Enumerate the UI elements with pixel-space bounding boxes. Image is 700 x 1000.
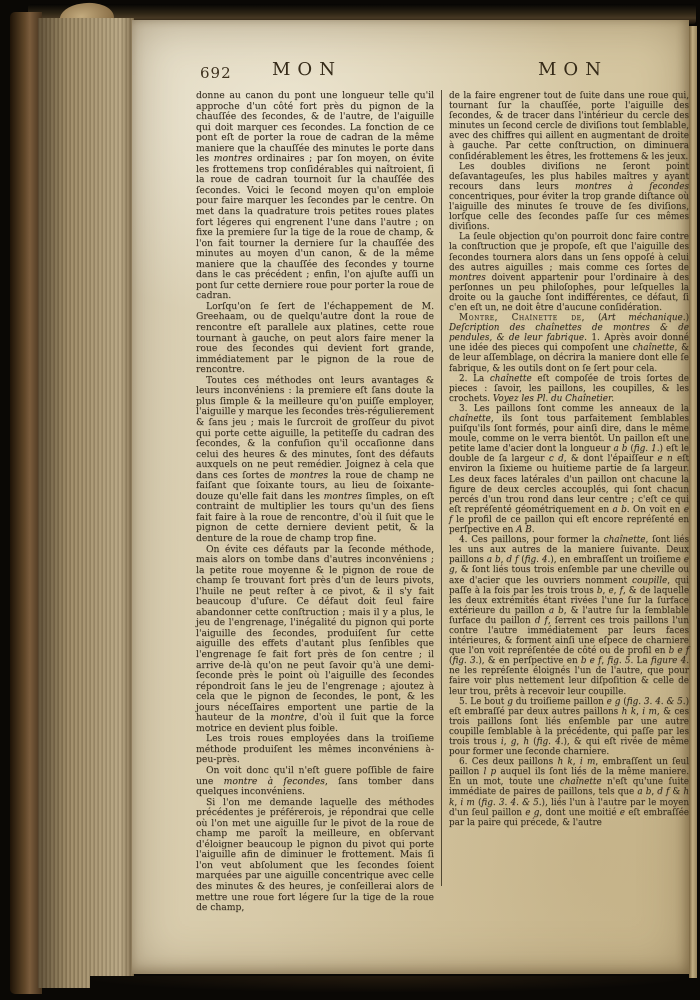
paragraph: On voit donc qu'il n'eſt guere poſſible de faire une montre à ſecondes, ſans tomber dans quelques inconvéniens. — [196, 765, 434, 798]
paragraph: 4. Ces paillons, pour former la chaînette, ſont liés les uns aux autres de la maniere ſuivante. Deux paillons a b, d f (fig. 4.), en embraſſent un troiſieme e g, & ſont liés tous trois enſemble par une cheville ou axe d'acier que les ouvriers nomment coupille, qui paſſe à la fois par les trois trous b, e, f, & de laquelle les deux extrémités étant rivées l'une ſur la ſurface extérieure du paillon a b, & l'autre ſur la ſemblable ſurface du paillon d f, ſerrent ces trois paillons l'un contre l'autre immédiatement par leurs faces intérieures, & forment ainſi une eſpece de charniere que l'on voit repréſentée de côté ou de profil en b e f (fig. 3.), & en perſpective en b e f, fig. 5. La figure 4. ne les repréſente éloignés l'un de l'autre, que pour faire voir plus nettement leur diſpoſition & celle de leur trou, prêts à recevoir leur coupille. — [449, 535, 690, 697]
book-cover-bottom-edge — [90, 976, 680, 992]
running-head-right: MON — [538, 59, 608, 80]
paragraph: 3. Les paillons ſont comme les anneaux de la chaînette, ils ſont tous parfaitement ſemblables puiſqu'ils ſont formés, pour ainſi dire, dans le même moule, comme on le verra bientôt. Un paillon eſt une petite lame d'acier dont la longueur a b (fig. 1.) eſt le double de ſa largeur c d, & dont l'épaiſſeur e n eſt environ la ſixieme ou huitieme partie de ſa largeur. Les deux faces latérales d'un paillon ont chacune la figure de deux cercles accouplés, qui ſont chacun percés d'un trou rond dans leur centre ; c'eſt ce qui eſt repréſenté géométriquement en a b. On voit en e f le profil de ce paillon qui eſt encore repréſenté en perſpective en A B. — [449, 403, 690, 536]
column-left-text — [196, 91, 434, 914]
page-block-edges — [38, 18, 134, 988]
paragraph: Les trois roues employées dans la troiſieme méthode produiſent les mêmes inconvéniens à-peu-près. — [196, 733, 434, 766]
paragraph: Lorſqu'on ſe ſert de l'échappement de M. Greehaam, ou de quelqu'autre dont la roue de rencontre eſt parallele aux platines, cette roue tournant à gauche, on peut alors faire mener la roue des ſecondes qui devient fort grande, immédiatement par le pignon de la roue de rencontre. — [196, 300, 434, 376]
paragraph: donne au canon du pont une longueur telle qu'il approche d'un côté fort près du pignon de la chauſſée des ſecondes, & de l'autre, de l'aiguille qui doit marquer ces ſecondes. La fonction de ce pont eſt de porter la roue de cadran de la même maniere que la chauſſée des minutes le porte dans les montres ordinaires ; par ſon moyen, on évite les frottemens trop conſidérables qui naîtroient, ſi la roue de cadran tournoit ſur la chauſſée des ſecondes. Voici le ſecond moyen qu'on emploie pour faire marquer les ſecondes par le centre. On met dans la quadrature trois petites roues plates fort légeres qui engrenent l'une dans l'autre ; on fixe la premiere ſur la tige de la roue de champ, & l'on fait tourner la derniere ſur la chauſſée des minutes au moyen d'un canon, & de la même maniere que la chauſſée des ſecondes y tourne dans le cas précédent ; enfin, l'on ajuſte auſſi un pont ſur cette derniere roue pour porter la roue de cadran. — [196, 90, 434, 302]
paragraph: 6. Ces deux paillons h k, i m, embraſſent un ſeul paillon l p auquel ils ſont liés de la même maniere. En un mot, toute une chaînette n'eſt qu'une ſuite immédiate de paires de paillons, tels que a b, d f & h k, i m (fig. 3. 4. & 5.), liés l'un à l'autre par le moyen d'un ſeul paillon e g, dont une moitié e eſt embraſſée par la paire qui précede, & l'autre — [449, 757, 690, 828]
paragraph: Montre, Chaînette de, (Art méchanique.) Deſcription des chaînettes de montres & de pendules, & de leur fabrique. 1. Après avoir donné une idée des pieces qui compoſent une chaînette, & de leur aſſemblage, on décrira la maniere dont elle ſe fabrique, & les outils dont on ſe ſert pour cela. — [449, 313, 690, 374]
underlying-page-edge — [689, 26, 697, 978]
column-divider — [441, 90, 442, 886]
paragraph: On évite ces défauts par la ſeconde méthode, mais alors on tombe dans d'autres inconvéniens ; la petite roue moyenne & le pignon de roue de champ ſe trouvant fort près d'un de leurs pivots, l'huile ne peut reſter à ce pivot, & il s'y fait beaucoup d'uſure. Ce défaut doit ſeul faire abandonner cette conſtruction ; mais il y a plus, le jeu de l'engrenage, l'inégalité du pignon qui porte l'aiguille des ſecondes, produiſent ſur cette aiguille des effets d'autant plus ſenſibles que l'engrenage ſe fait fort près de ſon centre ; il arrive de-là qu'on ne peut ſavoir qu'à une demi-ſeconde près le point où l'aiguille des ſecondes répondroit ſans le jeu de l'engrenage ; ajoutez à cela que le pignon de ſecondes, le pont, & les jours néceſſaires emportent une partie de la hauteur de la montre, d'où il ſuit que la force motrice en devient plus foible. — [196, 543, 434, 734]
paragraph: Les doubles diviſions ne ſeront point deſavantageuſes, les plus habiles maîtres y ayant recours dans leurs montres à ſecondes concentriques, pour éviter la trop grande diſtance où l'aiguille des minutes ſe trouve de ſes diviſions, lorſque celle des ſecondes paſſe ſur ces mêmes diviſions. — [449, 161, 689, 233]
running-head-left: MON — [272, 59, 342, 80]
paragraph: La ſeule objection qu'on pourroit donc faire contre la conſtruction que je propoſe, eſt que l'aiguille des ſecondes tournera alors dans un ſens oppoſé à celui des autres aiguilles ; mais comme ces ſortes de montres doivent appartenir pour l'ordinaire à des perſonnes un peu philoſophes, pour leſquelles la droite ou la gauche ſont indifférentes, ce défaut, ſi c'en eſt un, ne doit être d'aucune conſidération. — [449, 232, 689, 313]
book-page — [132, 20, 689, 974]
paragraph: Si l'on me demande laquelle des méthodes précédentes je préférerois, je répondrai que celle où l'on met une aiguille ſur le pivot de la roue de champ me paroît la meilleure, en obſervant d'éloigner beaucoup le pignon du pivot qui porte l'aiguille afin de diminuer le frottement. Mais ſi l'on veut abſolument que les ſecondes ſoient marquées par une aiguille concentrique avec celle des minutes & des heures, je conſeillerai alors de mettre une roue fort légere ſur la tige de la roue de champ, — [196, 796, 434, 914]
column-right-text — [449, 91, 689, 828]
paragraph: de la faire engrener tout de ſuite dans une roue qui, tournant ſur la chauſſée, porte l'aiguille des ſecondes, & de tracer dans l'intérieur du cercle des minutes un ſecond cercle de diviſions tout ſemblable, avec des chiffres qui aillent en augmentant de droite à gauche. Par cette conſtruction, on diminuera conſidérablement les êtres, les frottemens & les jeux. — [449, 91, 689, 162]
paragraph: 2. La chaînette eſt compoſée de trois ſortes de pieces : ſavoir, les paillons, les coupilles, & les crochets. Voyez les Pl. du Chaînetier. — [449, 373, 689, 404]
page-number: 692 — [200, 64, 232, 82]
paragraph: 5. Le bout g du troiſieme paillon e g (fig. 3. 4. & 5.) eſt embraſſé par deux autres paillons h k, i m, & ces trois paillons ſont liés enſemble par une autre coupille ſemblable à la précédente, qui paſſe par les trois trous i, g, h (fig. 4.), & qui eſt rivée de même pour former une ſeconde charniere. — [449, 696, 690, 758]
paragraph: Toutes ces méthodes ont leurs avantages & leurs inconvéniens : la premiere eſt ſans doute la plus ſimple & la meilleure qu'on puiſſe employer, l'aiguille y marque les ſecondes très-régulierement & ſans jeu ; mais le ſurcroit de groſſeur du pivot qui porte cette aiguille, la petiteſſe du cadran des ſecondes, & la confuſion qu'il occaſionne dans celui des heures & des minutes, ſont des défauts auxquels on ne peut remédier. Joignez à cela que dans ces ſortes de montres la roue de champ ne faiſant que ſoixante tours, au lieu de ſoixante-douze qu'elle fait dans les montres ſimples, on eſt contraint de multiplier les tours qu'un des ſiens fait faire à la roue de rencontre, d'où il ſuit que le pignon de cette derniere devient petit, & la denture de la roue de champ trop fine. — [196, 374, 435, 544]
